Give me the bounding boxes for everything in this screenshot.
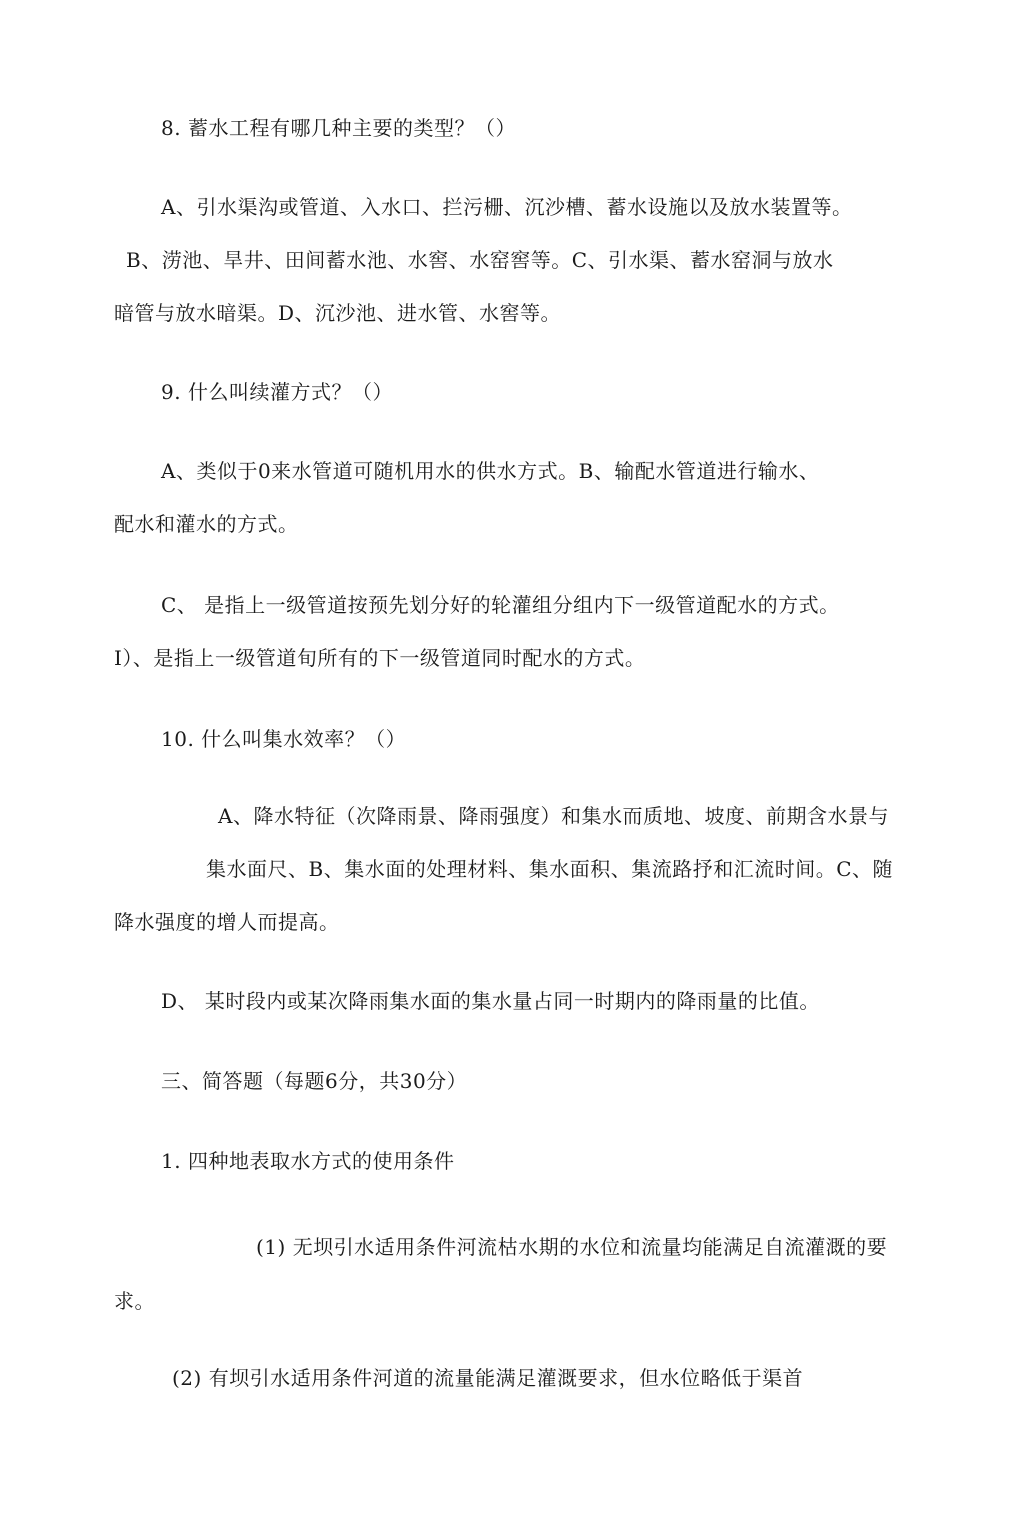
short-answer-1-title: 1. 四种地表取水方式的使用条件 [161, 1149, 455, 1173]
question-8-title: 8. 蓄水工程有哪几种主要的类型？（） [161, 116, 516, 140]
question-8-options-line-3: 暗管与放水暗渠。D、沉沙池、进水管、水窖等。 [114, 301, 562, 325]
question-9-options-line-3: C、 是指上一级管道按预先划分好的轮灌组分组内下一级管道配水的方式。 [161, 593, 840, 617]
question-8-options-line-2: B、涝池、旱井、田间蓄水池、水窖、水窑窖等。C、引水渠、蓄水窑洞与放水 [126, 248, 834, 272]
question-10-options-line-3: 降水强度的增人而提高。 [114, 910, 340, 934]
question-9-title: 9. 什么叫续灌方式？（） [161, 380, 393, 404]
question-8-options-line-1: A、引水渠沟或管道、入水口、拦污栅、沉沙槽、蓄水设施以及放水装置等。 [161, 195, 853, 219]
short-answer-1-item-1-line-2: 求。 [114, 1289, 155, 1313]
section-3-heading: 三、简答题（每题6分，共30分） [161, 1069, 468, 1093]
question-9-options-line-4: I）、是指上一级管道旬所有的下一级管道同时配水的方式。 [114, 646, 646, 670]
short-answer-1-item-2-line-1: (2) 有坝引水适用条件河道的流量能满足灌溉要求，但水位略低于渠首 [172, 1366, 804, 1390]
question-10-title: 10. 什么叫集水效率？（） [161, 727, 407, 751]
question-9-options-line-1: A、类似于0来水管道可随机用水的供水方式。B、输配水管道进行输水、 [161, 459, 820, 483]
short-answer-1-item-1-line-1: (1) 无坝引水适用条件河流枯水期的水位和流量均能满足自流灌溉的要 [256, 1235, 888, 1259]
question-10-options-line-2: 集水面尺、B、集水面的处理材料、集水面积、集流路抒和汇流时间。C、随 [206, 857, 893, 881]
question-10-options-line-4: D、 某时段内或某次降雨集水面的集水量占同一时期内的降雨量的比值。 [161, 989, 820, 1013]
question-9-options-line-2: 配水和灌水的方式。 [114, 512, 299, 536]
question-10-options-line-1: A、降水特征（次降雨景、降雨强度）和集水而质地、坡度、前期含水景与 [218, 804, 889, 828]
